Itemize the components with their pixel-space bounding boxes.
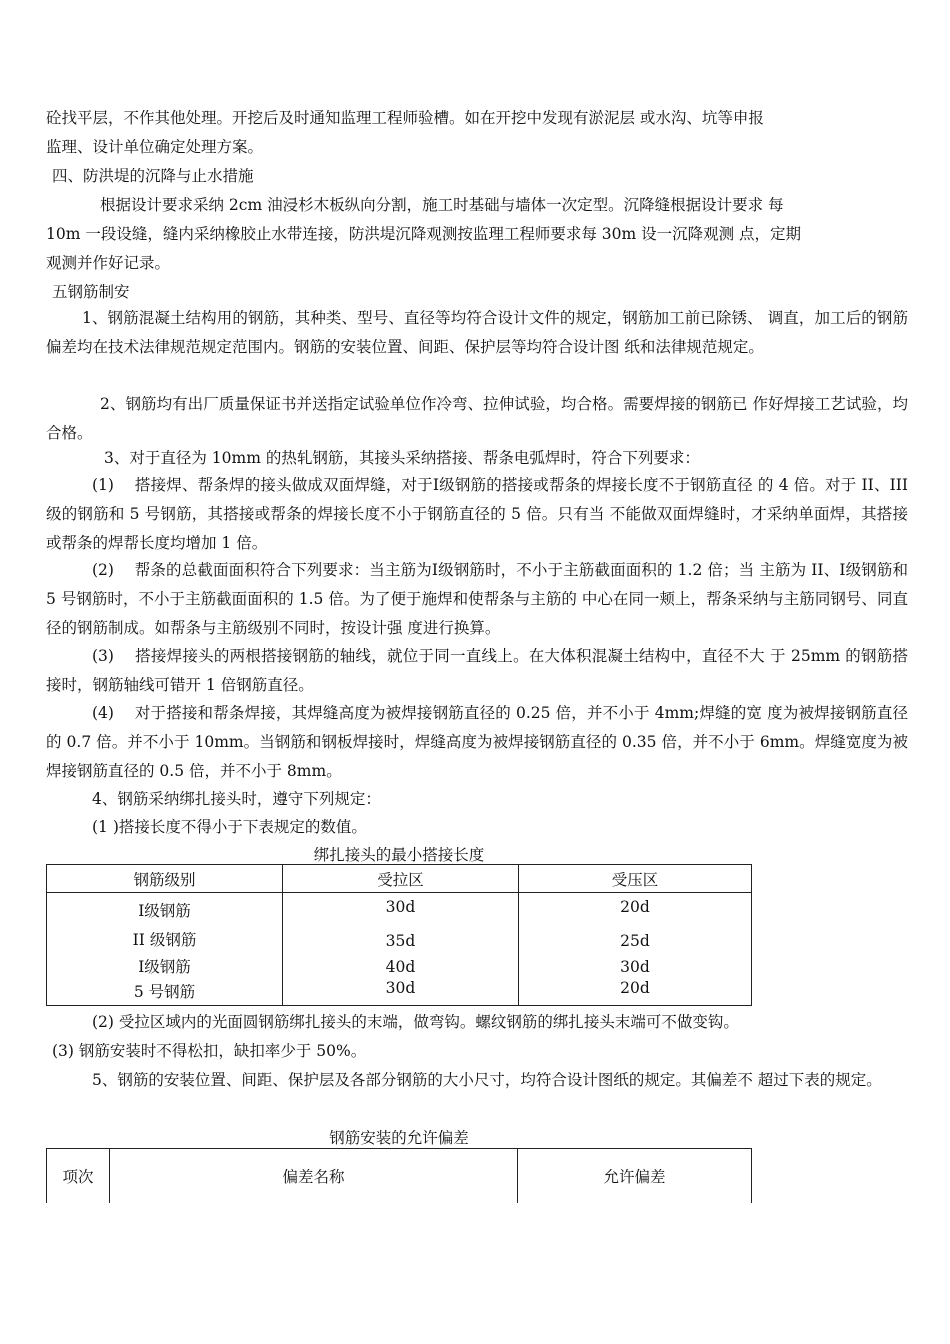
para-4: 2、钢筋均有出厂质量保证书并送指定试验单位作冷弯、拉伸试验，均合格。需要焊接的钢筋已 作好焊接工艺试验，均合格。 <box>46 395 908 442</box>
column-header-tension: 受拉区 <box>283 865 519 893</box>
lap-length-table <box>46 864 752 1006</box>
para-1-line-2: 监理、设计单位确定处理方案。 <box>46 138 264 156</box>
table-cell: 20d <box>620 979 650 997</box>
para-13: (3) 钢筋安装时不得松扣，缺扣率少于 50%。 <box>52 1042 367 1060</box>
para-8-item-3: (3) 搭接焊接头的两根搭接钢筋的轴线，就位于同一直线上。在大体积混凝土结构中，直径不大 于 25mm 的钢筋搭接时，钢筋轴线可错开 1 倍钢筋直径。 <box>46 647 908 694</box>
table-cell: 20d <box>620 898 650 916</box>
table-cell: 5 号钢筋 <box>133 983 196 1001</box>
column-header-item-no: 项次 <box>47 1149 110 1203</box>
table-2-caption: 钢筋安装的允许偏差 <box>329 1129 469 1147</box>
para-2-line-1: 根据设计要求采纳 2cm 油浸杉木板纵向分割，施工时基础与墙体一次定型。沉降缝根据设计要求 每 <box>100 196 784 214</box>
table-cell: Ⅰ级钢筋 <box>138 902 191 920</box>
table-cell: 30d <box>385 898 416 916</box>
para-11: (1 )搭接长度不得小于下表规定的数值。 <box>92 818 367 836</box>
para-2-line-3: 观测并作好记录。 <box>46 254 171 272</box>
table-cell: 25d <box>620 932 650 950</box>
table-1-caption: 绑扎接头的最小搭接长度 <box>313 846 485 864</box>
para-1-line-1: 砼找平层，不作其他处理。开挖后及时通知监理工程师验槽。如在开挖中发现有淤泥层 或水沟、坑等申报 <box>46 109 764 127</box>
tension-column-cells <box>283 893 519 1006</box>
para-7-item-2: (2) 帮条的总截面面积符合下列要求：当主筋为Ⅰ级钢筋时，不小于主筋截面面积的 1.2 倍；当 主筋为 II、Ⅰ级钢筋和 5 号钢筋时，不小于主筋截面面积的 1.5 倍。为了便于施焊和使帮条与主筋的 中心在同一颊上，帮条采纳与主筋同钢号、同直径的钢筋制成。如帮条与主筋级别不同时，按设计强 度进行换算。 <box>46 561 908 637</box>
para-14: 5、钢筋的安装位置、间距、保护层及各部分钢筋的大小尺寸，均符合设计图纸的规定。其偏差不 超过下表的规定。 <box>92 1071 882 1089</box>
grade-column-cells <box>47 893 283 1006</box>
install-deviation-table <box>46 1148 752 1203</box>
column-header-grade: 钢筋级别 <box>47 865 283 893</box>
column-header-allowed-deviation: 允许偏差 <box>518 1149 752 1203</box>
table-cell: 30d <box>620 958 650 976</box>
table-cell: 40d <box>385 958 416 976</box>
column-header-deviation-name: 偏差名称 <box>110 1149 518 1203</box>
para-9-item-4: (4) 对于搭接和帮条焊接，其焊缝高度为被焊接钢筋直径的 0.25 倍，并不小于 4mm;焊缝的宽 度为被焊接钢筋直径的 0.7 倍。并不小于 10mm。当钢筋和钢板焊接时，焊缝高度为被焊接钢筋直径的 0.35 倍，并不小于 6mm。焊缝宽度为被焊接钢筋直径的 0.5 倍，并不小于 8mm。 <box>46 704 908 780</box>
para-10: 4、钢筋采纳绑扎接头时，遵守下列规定： <box>92 790 381 808</box>
para-2-line-2: 10m 一段设缝，缝内采纳橡胶止水带连接，防洪堤沉降观测按监理工程师要求每 30m 设一沉降观测 点，定期 <box>46 225 802 243</box>
compression-column-cells <box>519 893 752 1006</box>
column-header-compression: 受压区 <box>519 865 752 893</box>
para-6-item-1: (1) 搭接焊、帮条焊的接头做成双面焊缝，对于Ⅰ级钢筋的搭接或帮条的焊接长度不于钢筋直径 的 4 倍。对于 II、III 级的钢筋和 5 号钢筋，其搭接或帮条的焊接长度不小于钢筋直径的 5 倍。只有当 不能做双面焊缝时，才采纳单面焊，其搭接或帮条的焊帮长度均增加 1 倍。 <box>46 476 908 552</box>
para-3: 1、钢筋混凝土结构用的钢筋，其种类、型号、直径等均符合设计文件的规定，钢筋加工前已除锈、 调直，加工后的钢筋偏差均在技术法律规范规定范围内。钢筋的安装位置、间距、保护层等均符合设计图 纸和法律规范规定。 <box>46 309 908 356</box>
para-5: 3、对于直径为 10mm 的热轧钢筋，其接头采纳搭接、帮条电弧焊时，符合下列要求： <box>104 449 700 467</box>
table-cell: Ⅰ级钢筋 <box>138 958 191 976</box>
para-12: (2) 受拉区域内的光面圆钢筋绑扎接头的末端，做弯钩。螺纹钢筋的绑扎接头末端可不做变钩。 <box>92 1013 739 1031</box>
heading-section-4: 四、防洪堤的沉降与止水措施 <box>52 167 254 185</box>
table-cell: II 级钢筋 <box>132 931 197 949</box>
table-cell: 30d <box>385 979 416 997</box>
table-cell: 35d <box>385 932 416 950</box>
heading-section-5: 五钢筋制安 <box>52 283 130 301</box>
